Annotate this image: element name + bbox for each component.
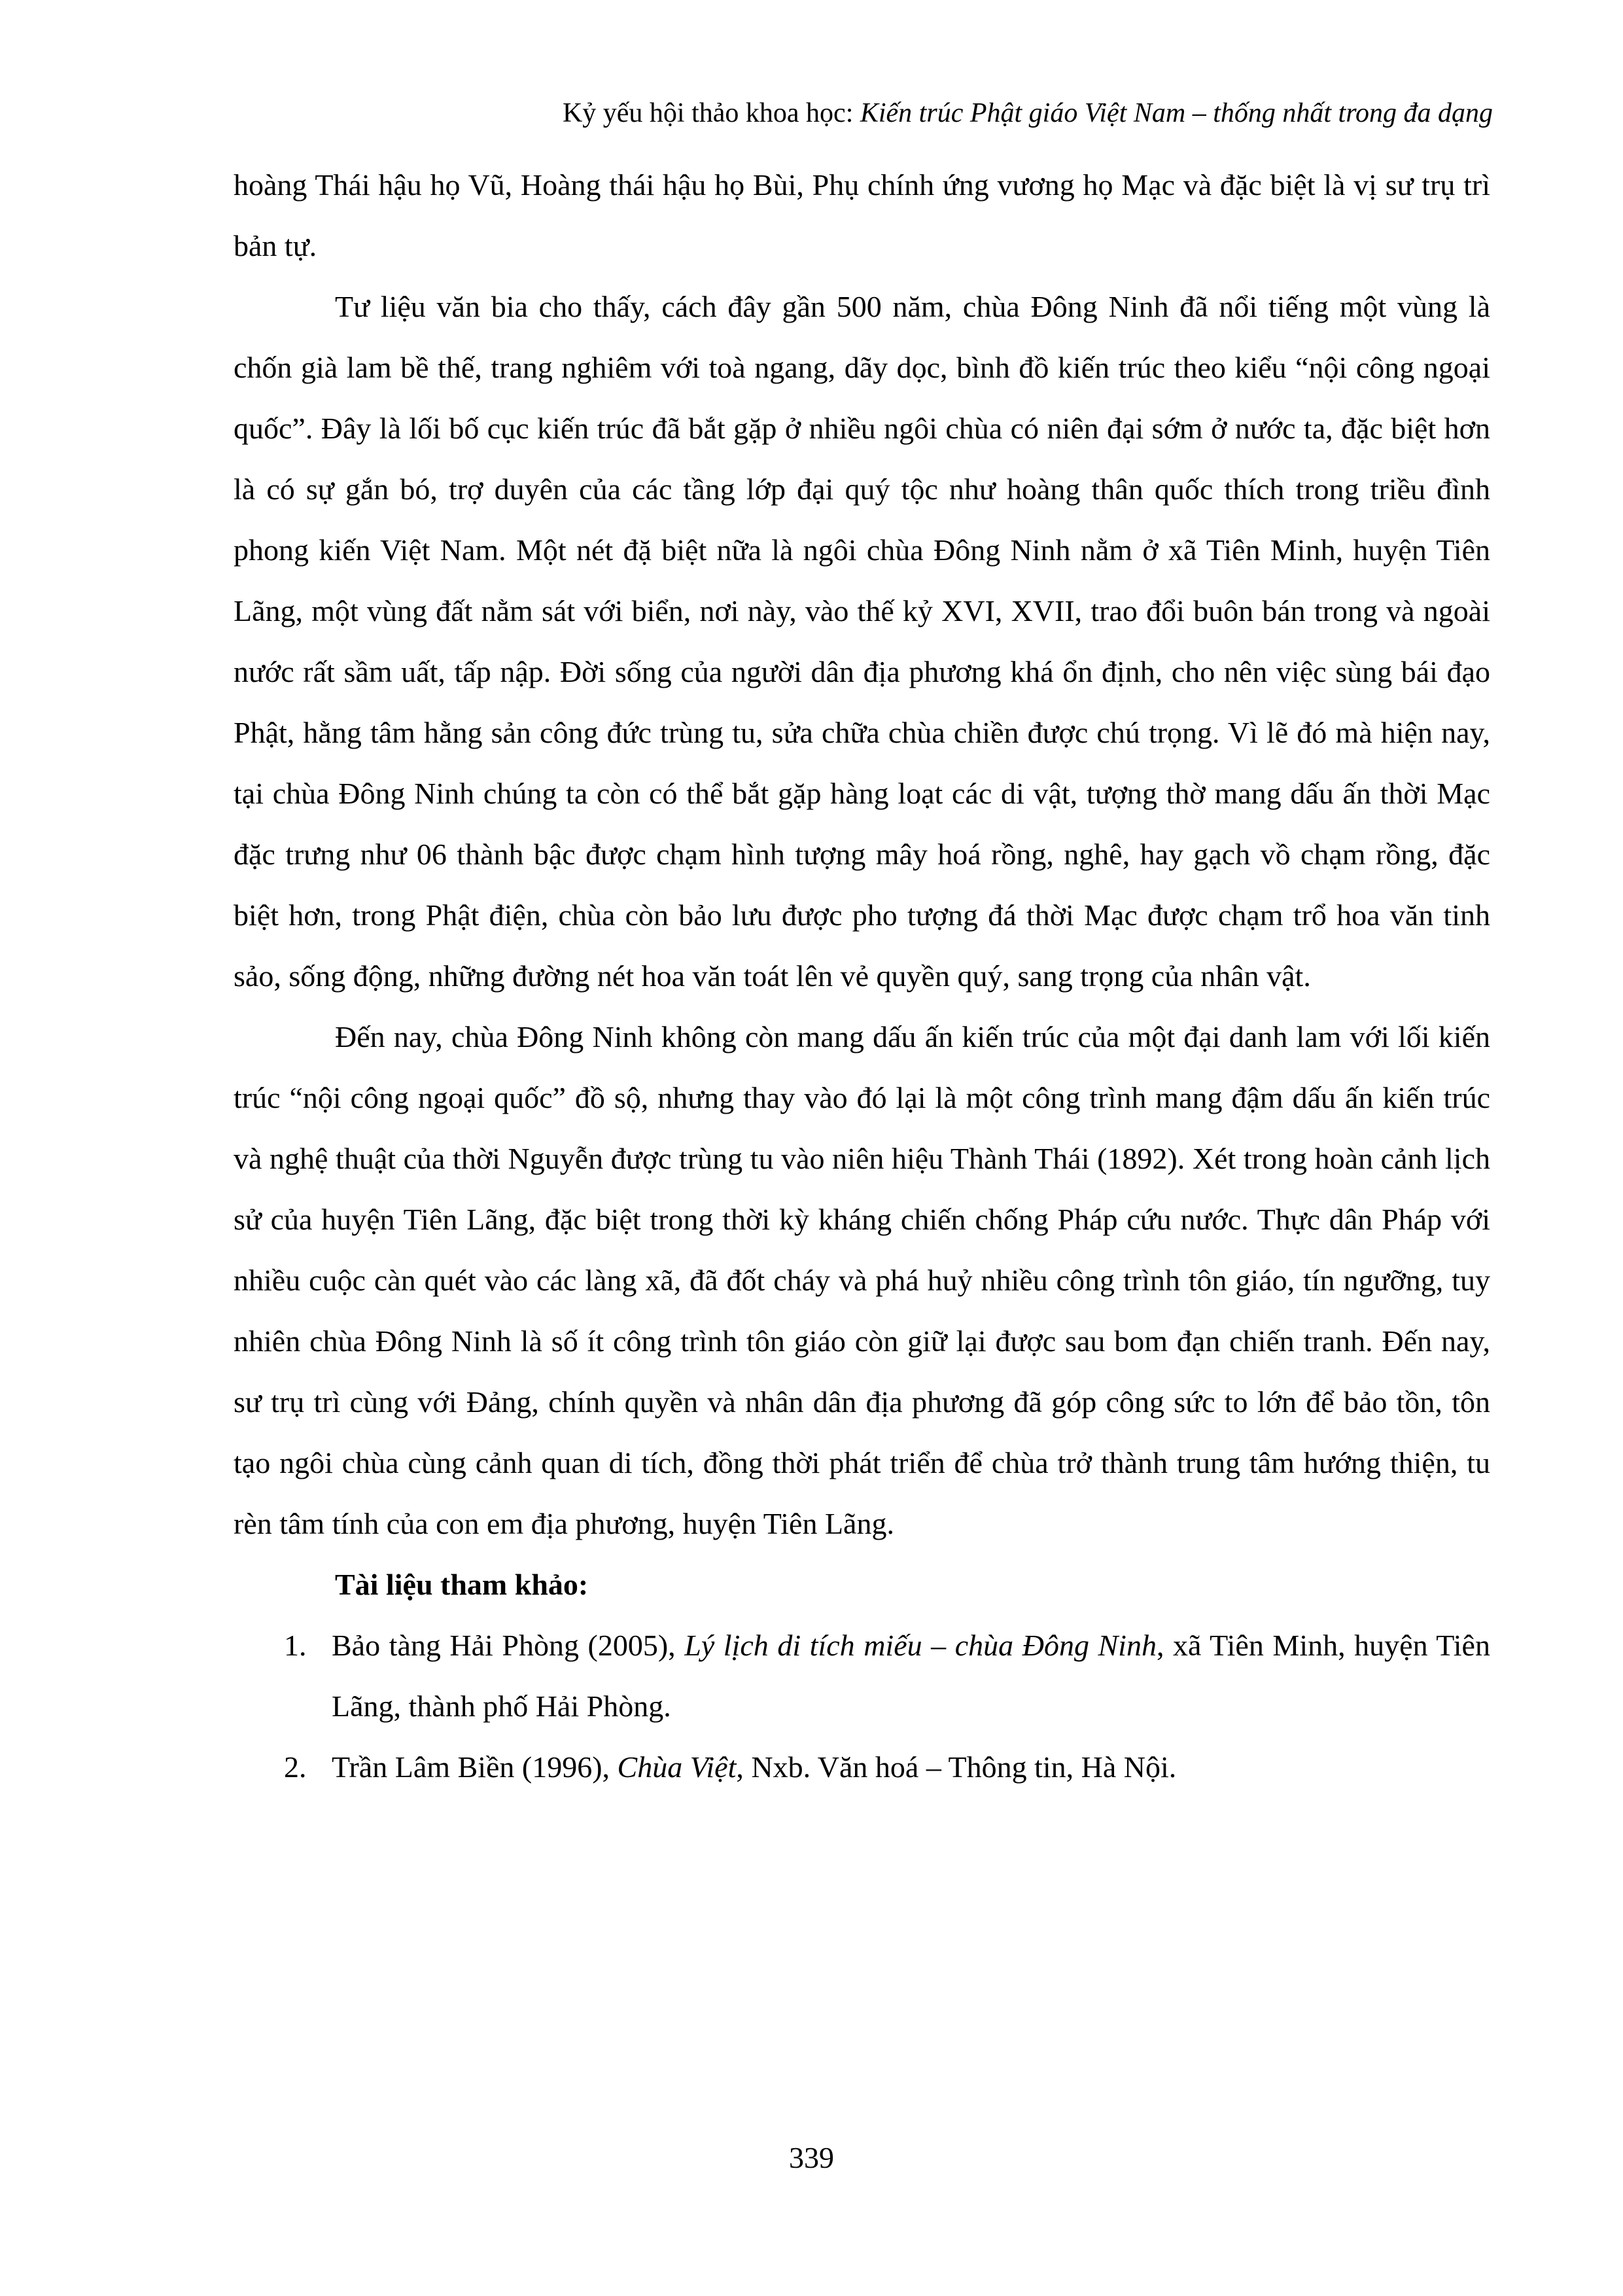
page-number: 339 <box>789 2141 834 2174</box>
reference-text: Bảo tàng Hải Phòng (2005), <box>332 1629 685 1662</box>
paragraph-1: hoàng Thái hậu họ Vũ, Hoàng thái hậu họ Bùi, Phụ chính ứng vương họ Mạc và đặc biệt là vị sư trụ trì bản tự. <box>234 168 1490 262</box>
reference-text: , Nxb. Văn hoá – Thông tin, Hà Nội. <box>736 1750 1177 1784</box>
reference-title: Lý lịch di tích miếu – chùa Đông Ninh <box>684 1629 1157 1662</box>
reference-item-1 <box>234 1615 1490 1737</box>
paragraph-3: Đến nay, chùa Đông Ninh không còn mang dấu ấn kiến trúc của một đại danh lam với lối kiến trúc “nội công ngoại quốc” đồ sộ, nhưng thay vào đó lại là một công trình mang đậm dấu ấn kiến trúc và nghệ thuật của thời Nguyễn được trùng tu vào niên hiệu Thành Thái (1892). Xét trong hoàn cảnh lịch sử của huyện Tiên Lãng, đặc biệt trong thời kỳ kháng chiến chống Pháp cứu nước. Thực dân Pháp với nhiều cuộc càn quét vào các làng xã, đã đốt cháy và phá huỷ nhiều công trình tôn giáo, tín ngưỡng, tuy nhiên chùa Đông Ninh là số ít công trình tôn giáo còn giữ lại được sau bom đạn chiến tranh. Đến nay, sư trụ trì cùng với Đảng, chính quyền và nhân dân địa phương đã góp công sức to lớn để bảo tồn, tôn tạo ngôi chùa cùng cảnh quan di tích, đồng thời phát triển để chùa trở thành trung tâm hướng thiện, tu rèn tâm tính của con em địa phương, huyện Tiên Lãng. <box>234 1020 1490 1540</box>
reference-number: 2. <box>284 1750 307 1784</box>
references-heading: Tài liệu tham khảo: <box>335 1568 589 1601</box>
reference-item-2 <box>234 1737 1490 1797</box>
reference-text: , xã Tiên Minh, huyện Tiên Lãng, thành phố Hải Phòng. <box>332 1629 1490 1723</box>
reference-title: Chùa Việt <box>617 1750 737 1784</box>
page-body <box>234 154 1490 1797</box>
header-prefix: Kỷ yếu hội thảo khoa học: <box>562 98 860 128</box>
running-header <box>234 95 1493 132</box>
paragraph-2: Tư liệu văn bia cho thấy, cách đây gần 500 năm, chùa Đông Ninh đã nổi tiếng một vùng là chốn già lam bề thế, trang nghiêm với toà ngang, dãy dọc, bình đồ kiến trúc theo kiểu “nội công ngoại quốc”. Đây là lối bố cục kiến trúc đã bắt gặp ở nhiều ngôi chùa có niên đại sớm ở nước ta, đặc biệt hơn là có sự gắn bó, trợ duyên của các tầng lớp đại quý tộc như hoàng thân quốc thích trong triều đình phong kiến Việt Nam. Một nét đặ biệt nữa là ngôi chùa Đông Ninh nằm ở xã Tiên Minh, huyện Tiên Lãng, một vùng đất nằm sát với biển, nơi này, vào thế kỷ XVI, XVII, trao đổi buôn bán trong và ngoài nước rất sầm uất, tấp nập. Đời sống của người dân địa phương khá ổn định, cho nên việc sùng bái đạo Phật, hằng tâm hằng sản công đức trùng tu, sửa chữa chùa chiền được chú trọng. Vì lẽ đó mà hiện nay, tại chùa Đông Ninh chúng ta còn có thể bắt gặp hàng loạt các di vật, tượng thờ mang dấu ấn thời Mạc đặc trưng như 06 thành bậc được chạm hình tượng mây hoá rồng, nghê, hay gạch vồ chạm rồng, đặc biệt hơn, trong Phật điện, chùa còn bảo lưu được pho tượng đá thời Mạc được chạm trổ hoa văn tinh sảo, sống động, những đường nét hoa văn toát lên vẻ quyền quý, sang trọng của nhân vật. <box>234 290 1490 993</box>
header-title: Kiến trúc Phật giáo Việt Nam – thống nhất trong đa dạng <box>860 98 1493 128</box>
reference-text: Trần Lâm Biền (1996), <box>332 1750 618 1784</box>
reference-number: 1. <box>284 1629 307 1662</box>
